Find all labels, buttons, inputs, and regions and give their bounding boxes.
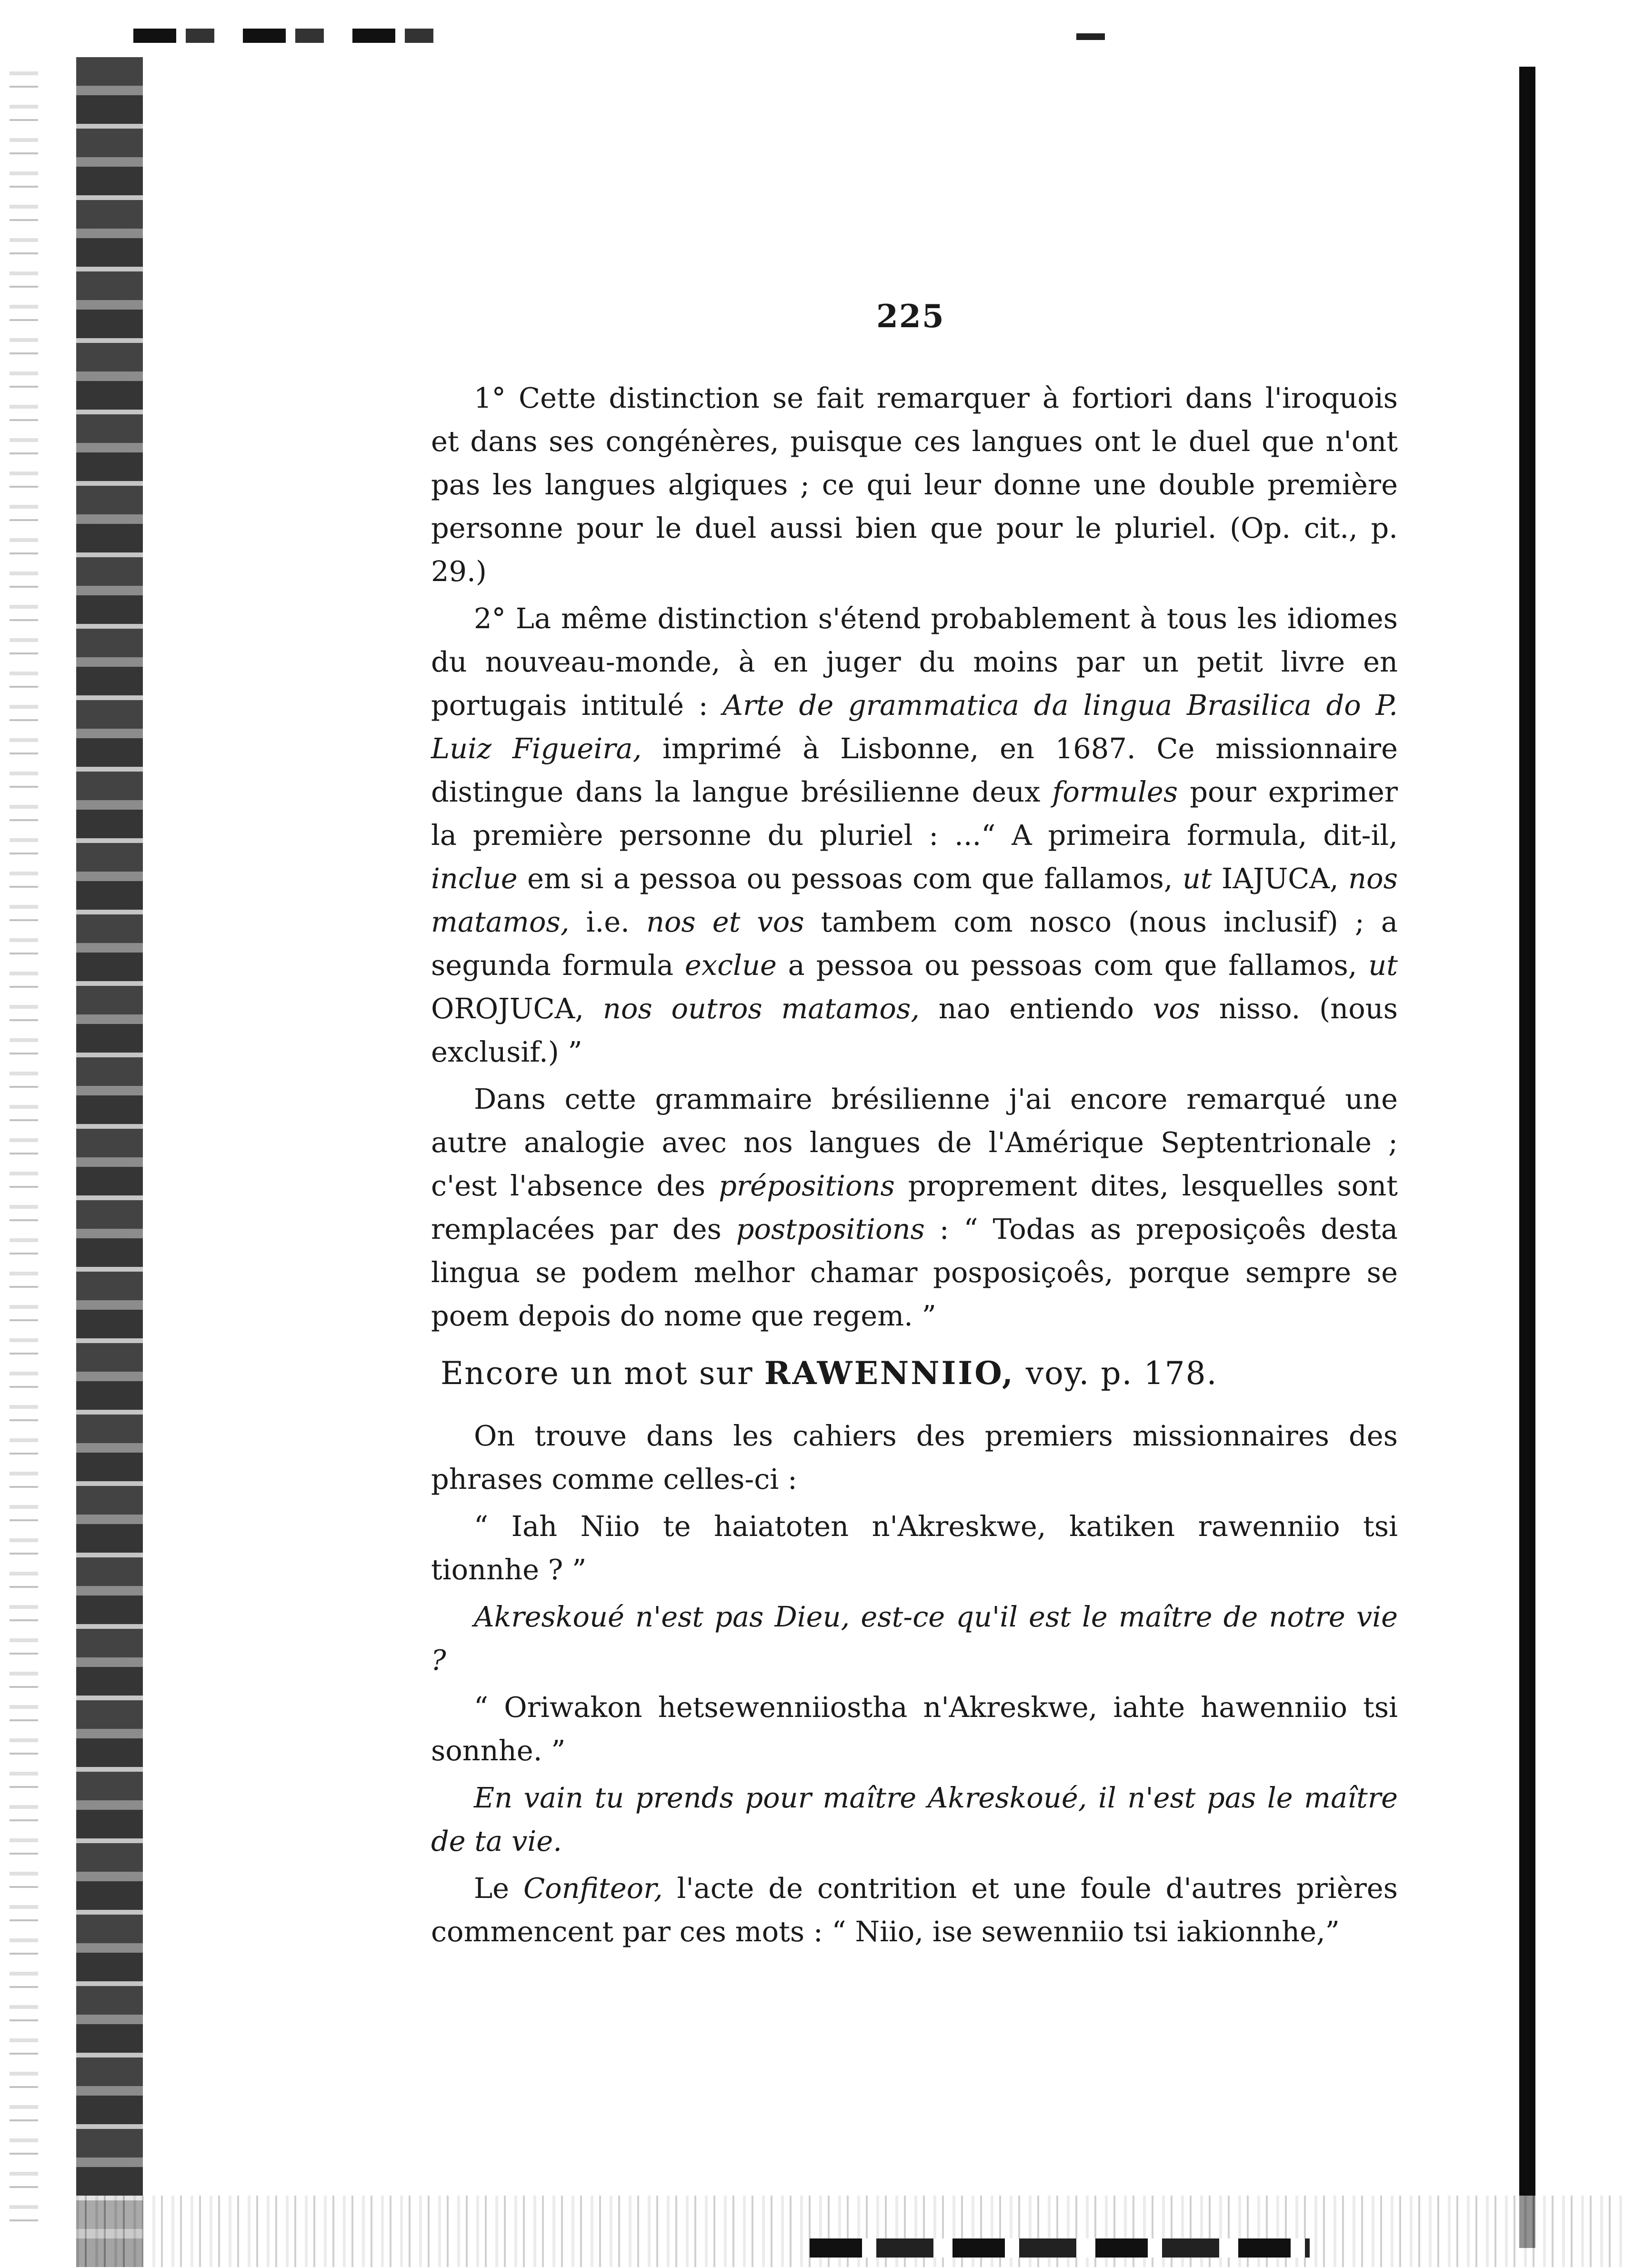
text-run: tambem com nosco (nous inclusif) ; a segunda formula xyxy=(431,905,1398,982)
emphasis: inclue xyxy=(431,862,518,895)
emphasis: ut xyxy=(1182,862,1212,895)
text-run: nao entiendo xyxy=(919,992,1153,1025)
text-run: : “ Todas as preposiçoês desta lingua se podem melhor chamar posposiçoês, porque sempre se poem depois do nome que regem. ” xyxy=(431,1213,1398,1332)
scan-left-border xyxy=(76,57,143,2267)
book-title: Arte de grammatica da lingua Brasilica do P. Luiz Figueira, xyxy=(431,689,1398,765)
quote-1: “ Iah Niio te haiatoten n'Akreskwe, katiken rawenniio tsi tionnhe ? ” xyxy=(431,1510,1398,1586)
heading-keyword: RAWENNIIO, xyxy=(764,1355,1015,1392)
quote-2: “ Oriwakon hetsewenniiostha n'Akreskwe, iahte hawenniio tsi sonnhe. ” xyxy=(431,1691,1398,1767)
paragraph-4: On trouve dans les cahiers des premiers missionnaires des phrases comme celles-ci : xyxy=(431,1419,1398,1495)
scan-right-rule xyxy=(1519,67,1535,2248)
text-run: l'acte de contrition et une foule d'autres prières commencent par ces mots : “ Niio, ise sewenniio tsi iakionnhe,” xyxy=(431,1872,1398,1948)
paragraph-5 xyxy=(431,1867,1398,1953)
emphasis: postpositions xyxy=(736,1213,925,1245)
text-run: i.e. xyxy=(569,905,646,938)
text-run: a pessoa ou pessoas com que fallamos, xyxy=(776,949,1369,982)
paragraph-2 xyxy=(431,597,1398,1074)
page-number: 225 xyxy=(876,298,945,335)
scan-edge-noise xyxy=(10,71,38,2238)
heading-text: Encore un mot sur xyxy=(441,1355,764,1392)
translation-1: Akreskoué n'est pas Dieu, est-ce qu'il est le maître de notre vie ? xyxy=(431,1600,1398,1676)
scan-bottom-marks xyxy=(810,2238,1310,2258)
scan-top-noise xyxy=(133,29,443,43)
emphasis: formules xyxy=(1052,775,1178,808)
emphasis: vos xyxy=(1153,992,1200,1025)
text-run: Dans cette grammaire brésilienne j'ai encore remarqué une autre analogie avec nos langues de l'Amérique Septentrionale ; c'est l'absence des xyxy=(431,1083,1398,1202)
emphasis: exclue xyxy=(684,949,777,982)
section-heading xyxy=(441,1352,1398,1395)
scan-top-mark xyxy=(1076,33,1105,40)
emphasis: nos matamos, xyxy=(431,862,1398,938)
text-run: em si a pessoa ou pessoas com que fallamos, xyxy=(517,862,1183,895)
emphasis: prépositions xyxy=(719,1169,895,1202)
text-run: 2° La même distinction s'étend probablement à tous les idiomes du nouveau-monde, à en juger du moins par un petit livre en portugais intitulé : xyxy=(431,602,1398,722)
emphasis: Confiteor, xyxy=(523,1872,663,1905)
emphasis: nos et vos xyxy=(646,905,804,938)
paragraph-3 xyxy=(431,1077,1398,1337)
emphasis: ut xyxy=(1368,949,1398,982)
text-run: nisso. (nous exclusif.) ” xyxy=(431,992,1398,1068)
text-run: proprement dites, lesquelles sont remplacées par des xyxy=(431,1169,1398,1245)
translation-2: En vain tu prends pour maître Akreskoué, il n'est pas le maître de ta vie. xyxy=(431,1781,1398,1857)
emphasis: nos outros matamos, xyxy=(602,992,920,1025)
text-run: imprimé à Lisbonne, en 1687. Ce missionnaire distingue dans la langue brésilienne deux xyxy=(431,732,1398,808)
heading-reference: voy. p. 178. xyxy=(1014,1355,1218,1392)
text-run: pour exprimer la première personne du pluriel : ...“ A primeira formula, dit-il, xyxy=(431,775,1398,852)
text-run: Le xyxy=(474,1872,523,1905)
page-body xyxy=(431,376,1398,1953)
example-word: OROJUCA, xyxy=(431,992,603,1025)
paragraph-1: 1° Cette distinction se fait remarquer à fortiori dans l'iroquois et dans ses congénères, puisque ces langues ont le duel que n'ont pas les langues algiques ; ce qui leur donne une double première personne pour le duel aussi bien que pour le pluriel. (Op. cit., p. 29.) xyxy=(431,381,1398,588)
example-word: IAJUCA, xyxy=(1212,862,1349,895)
